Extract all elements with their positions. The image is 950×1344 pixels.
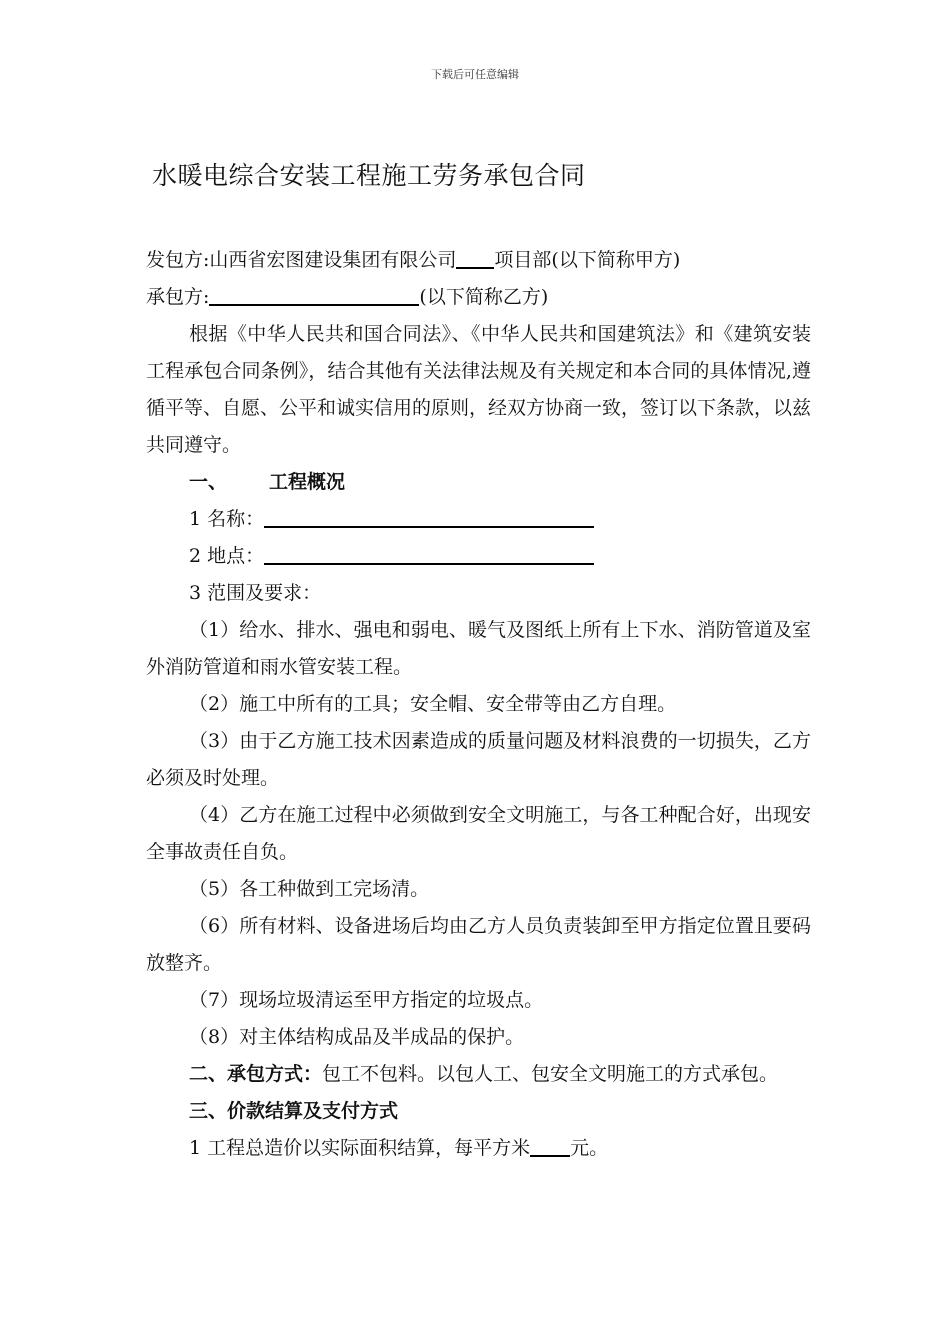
party-a-line bbox=[146, 242, 811, 279]
location-line bbox=[146, 538, 811, 575]
scope-item-2: （2）施工中所有的工具；安全帽、安全带等由乙方自理。 bbox=[189, 693, 677, 715]
scope-item-1: （1）给水、排水、强电和弱电、暖气及图纸上所有上下水、消防管道及室外消防管道和雨水管安装工程。 bbox=[146, 619, 811, 678]
party-b-blank bbox=[209, 284, 419, 306]
scope-item-5: （5）各工种做到工完场清。 bbox=[189, 878, 430, 900]
section-2-text: 包工不包料。以包人工、包安全文明施工的方式承包。 bbox=[322, 1063, 779, 1085]
section-2-heading: 二、承包方式： bbox=[189, 1063, 323, 1085]
location-blank bbox=[264, 543, 594, 565]
preamble-paragraph: 根据《中华人民共和国合同法》、《中华人民共和国建筑法》和《建筑安装工程承包合同条例》，结合其他有关法律法规及有关规定和本合同的具体情况,遵循平等、自愿、公平和诚实信用的原则，经双方协商一致，签订以下条款，以兹共同遵守。 bbox=[146, 323, 812, 456]
name-blank bbox=[264, 506, 594, 528]
party-b-suffix: (以下简称乙方) bbox=[419, 286, 549, 308]
section-1-number: 一、 bbox=[189, 471, 228, 493]
party-a-prefix: 发包方:山西省宏图建设集团有限公司 bbox=[146, 249, 457, 271]
section-1-heading bbox=[146, 464, 811, 501]
section-3-heading: 三、价款结算及支付方式 bbox=[189, 1100, 399, 1122]
party-b-prefix: 承包方: bbox=[146, 286, 210, 308]
section-2-paragraph bbox=[146, 1056, 811, 1093]
name-label: 1 名称： bbox=[189, 508, 265, 530]
price-line bbox=[146, 1130, 811, 1167]
scope-item-4: （4）乙方在施工过程中必须做到安全文明施工，与各工种配合好，出现安全事故责任自负。 bbox=[146, 804, 811, 863]
scope-item-8: （8）对主体结构成品及半成品的保护。 bbox=[189, 1026, 525, 1048]
scope-label: 3 范围及要求： bbox=[189, 582, 322, 604]
document-body bbox=[146, 242, 811, 1167]
party-a-suffix: 项目部(以下简称甲方) bbox=[494, 249, 681, 271]
name-line bbox=[146, 501, 811, 538]
section-1-title: 工程概况 bbox=[269, 471, 346, 493]
scope-item-6: （6）所有材料、设备进场后均由乙方人员负责装卸至甲方指定位置且要码放整齐。 bbox=[146, 915, 811, 974]
project-blank bbox=[456, 247, 494, 269]
document-title: 水暖电综合安装工程施工劳务承包合同 bbox=[152, 161, 586, 190]
page-header-note: 下载后可任意编辑 bbox=[431, 68, 519, 81]
party-b-line bbox=[146, 279, 811, 316]
price-suffix: 元。 bbox=[570, 1137, 609, 1159]
price-blank bbox=[530, 1135, 570, 1157]
scope-item-7: （7）现场垃圾清运至甲方指定的垃圾点。 bbox=[189, 989, 544, 1011]
location-label: 2 地点： bbox=[189, 545, 265, 567]
price-prefix: 1 工程总造价以实际面积结算，每平方米 bbox=[189, 1137, 531, 1159]
scope-item-3: （3）由于乙方施工技术因素造成的质量问题及材料浪费的一切损失，乙方必须及时处理。 bbox=[146, 730, 811, 789]
